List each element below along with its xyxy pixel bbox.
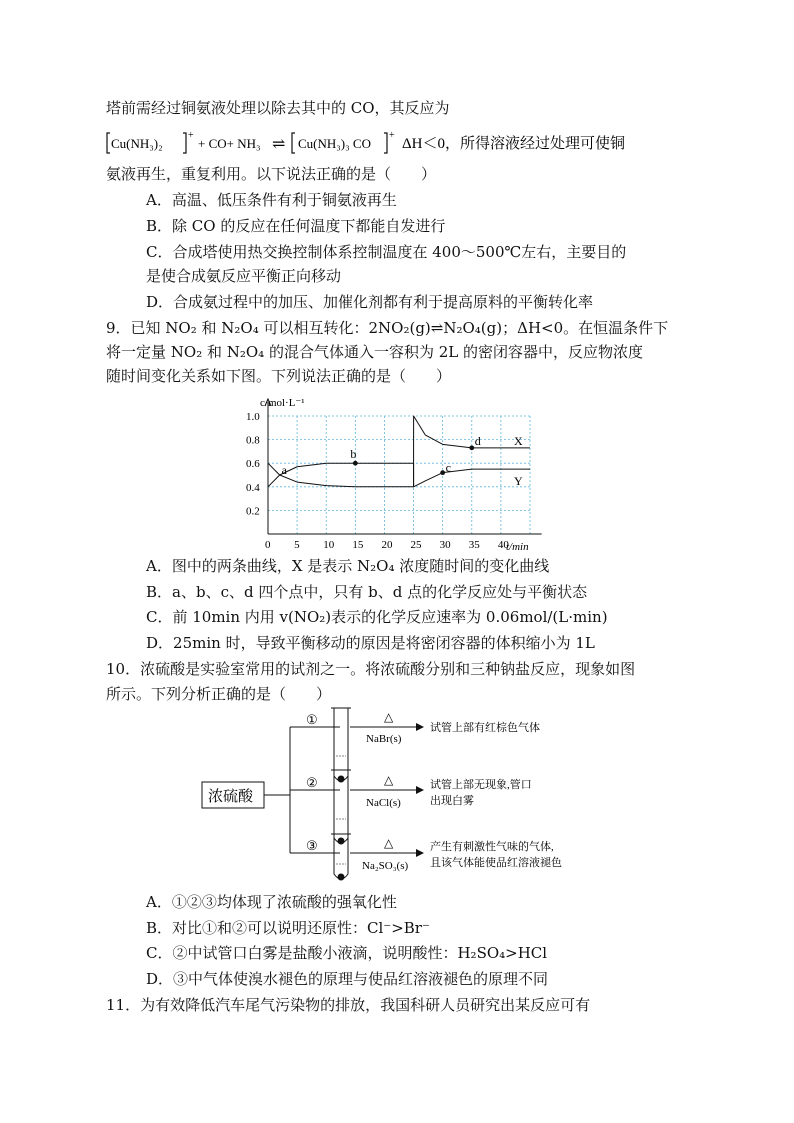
x-tick-label: 30 (439, 539, 451, 551)
q9-option-b: B．a、b、c、d 四个点中，只有 b、d 点的化学反应处与平衡状态 (146, 583, 588, 601)
x-tick-label: 5 (294, 539, 300, 551)
x-tick-label: 10 (323, 539, 335, 551)
x-axis-label: t/min (506, 541, 529, 553)
q10-line-2: 所示。下列分析正确的是（ ） (106, 685, 332, 703)
point-c (440, 470, 445, 475)
q8-option-c: C．合成塔使用热交换控制体系控制温度在 400～500℃左右，主要目的 (146, 243, 627, 261)
q9-line-2: 将一定量 NO₂ 和 N₂O₄ 的混合气体通入一容积为 2L 的密闭容器中，反应物浓度 (106, 343, 644, 361)
q10-option-a: A．①②③均体现了浓硫酸的强氧化性 (146, 893, 397, 911)
q9-line-3: 随时间变化关系如下图。下列说法正确的是（ ） (106, 367, 452, 385)
point-label-c: c (445, 460, 451, 475)
tube-1-number: ① (306, 712, 318, 727)
tube-3-heat: △ (384, 836, 394, 850)
tube-2-salt: NaCl(s) (366, 797, 401, 809)
x-tick-label: 20 (381, 539, 393, 551)
q8-option-a: A．高温、低压条件有利于铜氨液再生 (146, 191, 397, 209)
q10-option-b: B．对比①和②可以说明还原性：Cl⁻>Br⁻ (146, 919, 430, 937)
chart-series (268, 416, 530, 488)
y-tick-label: 0.2 (246, 505, 260, 518)
q10-option-d: D．③中气体使溴水褪色的原理与使品红溶液褪色的原理不同 (146, 970, 549, 988)
eq-tail: ΔH＜0，所得溶液经过处理可使铜 (402, 136, 625, 152)
tube-2-result-1: 试管上部无现象,管口 (430, 779, 532, 791)
x-tick-label: 0 (265, 539, 271, 551)
point-label-a: a (281, 463, 287, 477)
eq-rhs-charge: + (389, 130, 395, 141)
point-b (353, 461, 358, 466)
test-tube-1 (306, 708, 540, 783)
eq-lhs-complex: Cu(NH₃)₂ (111, 136, 163, 151)
tube-3-result-1: 产生有刺激性气味的气体, (430, 841, 554, 853)
point-label-d: d (474, 433, 481, 448)
tube-3-result-2: 且该气体能使品红溶液褪色 (430, 857, 562, 869)
eq-mid: + CO+ NH₃ (198, 136, 261, 151)
x-tick-label: 40 (497, 539, 509, 551)
tube-1-result: 试管上部有红棕色气体 (430, 722, 540, 734)
chart-ticks (246, 411, 509, 551)
eq-rhs-complex: Cu(NH₃)₃ CO (298, 136, 371, 151)
x-tick-label: 25 (410, 539, 422, 551)
y-tick-label: 0.4 (246, 481, 260, 494)
tube-2-heat: △ (384, 773, 394, 787)
intro-line-1: 塔前需经过铜氨液处理以除去其中的 CO，其反应为 (106, 99, 450, 117)
q8-option-b: B．除 CO 的反应在任何温度下都能自发进行 (146, 217, 446, 235)
concentration-chart (218, 394, 548, 554)
point-label-b: b (350, 447, 357, 462)
x-tick-label: 35 (468, 539, 480, 551)
y-axis-label: c/mol·L⁻¹ (260, 397, 305, 409)
eq-lhs-charge: + (188, 130, 194, 141)
q10-line-1: 10．浓硫酸是实验室常用的试剂之一。将浓硫酸分别和三种钠盐反应，现象如图 (106, 660, 636, 678)
series-line-X (268, 416, 530, 487)
y-tick-label: 0.6 (246, 458, 260, 471)
reaction-equation (106, 128, 706, 158)
q8-option-c-cont: 是使合成氨反应平衡正向移动 (146, 267, 342, 285)
x-tick-label: 15 (352, 539, 364, 551)
y-tick-label: 0.8 (246, 434, 260, 447)
point-d (469, 445, 474, 450)
intro-line-3: 氨液再生，重复利用。以下说法正确的是（ ） (106, 165, 437, 183)
q9-line-1: 9．已知 NO₂ 和 N₂O₄ 可以相互转化：2NO₂(g)⇌N₂O₄(g)；ΔH<0。在恒温条件下 (106, 319, 669, 337)
chart-axes (265, 399, 542, 534)
tube-2-result-2: 出现白雾 (430, 795, 474, 807)
q11-line-1: 11．为有效降低汽车尾气污染物的排放，我国科研人员研究出某反应可有 (106, 996, 591, 1014)
q8-option-d: D．合成氨过程中的加压、加催化剂都有利于提高原料的平衡转化率 (146, 293, 594, 311)
tube-1-salt: NaBr(s) (366, 733, 402, 745)
chart-points (282, 434, 481, 477)
eq-arrow: ⇌ (272, 136, 286, 153)
tube-2-number: ② (306, 775, 318, 790)
tube-3-salt: Na₂SO₃(s) (362, 860, 409, 872)
q9-option-a: A．图中的两条曲线，X 是表示 N₂O₄ 浓度随时间的变化曲线 (146, 557, 550, 575)
equation-svg (106, 128, 706, 158)
series-label-Y: Y (514, 474, 523, 489)
q9-option-d: D．25min 时，导致平衡移动的原因是将密闭容器的体积缩小为 1L (146, 634, 595, 652)
y-tick-label: 1.0 (246, 411, 260, 423)
q9-option-c: C．前 10min 内用 v(NO₂)表示的化学反应速率为 0.06mol/(L·min) (146, 608, 608, 626)
tube-1-heat: △ (384, 710, 394, 724)
series-label-X: X (514, 433, 523, 448)
chart-grid (268, 416, 530, 534)
q10-option-c: C．②中试管口白雾是盐酸小液滴，说明酸性：H₂SO₄>HCl (146, 944, 548, 962)
reaction-diagram (200, 706, 620, 886)
reagent-label: 浓硫酸 (208, 789, 254, 805)
tube-3-number: ③ (306, 838, 318, 853)
